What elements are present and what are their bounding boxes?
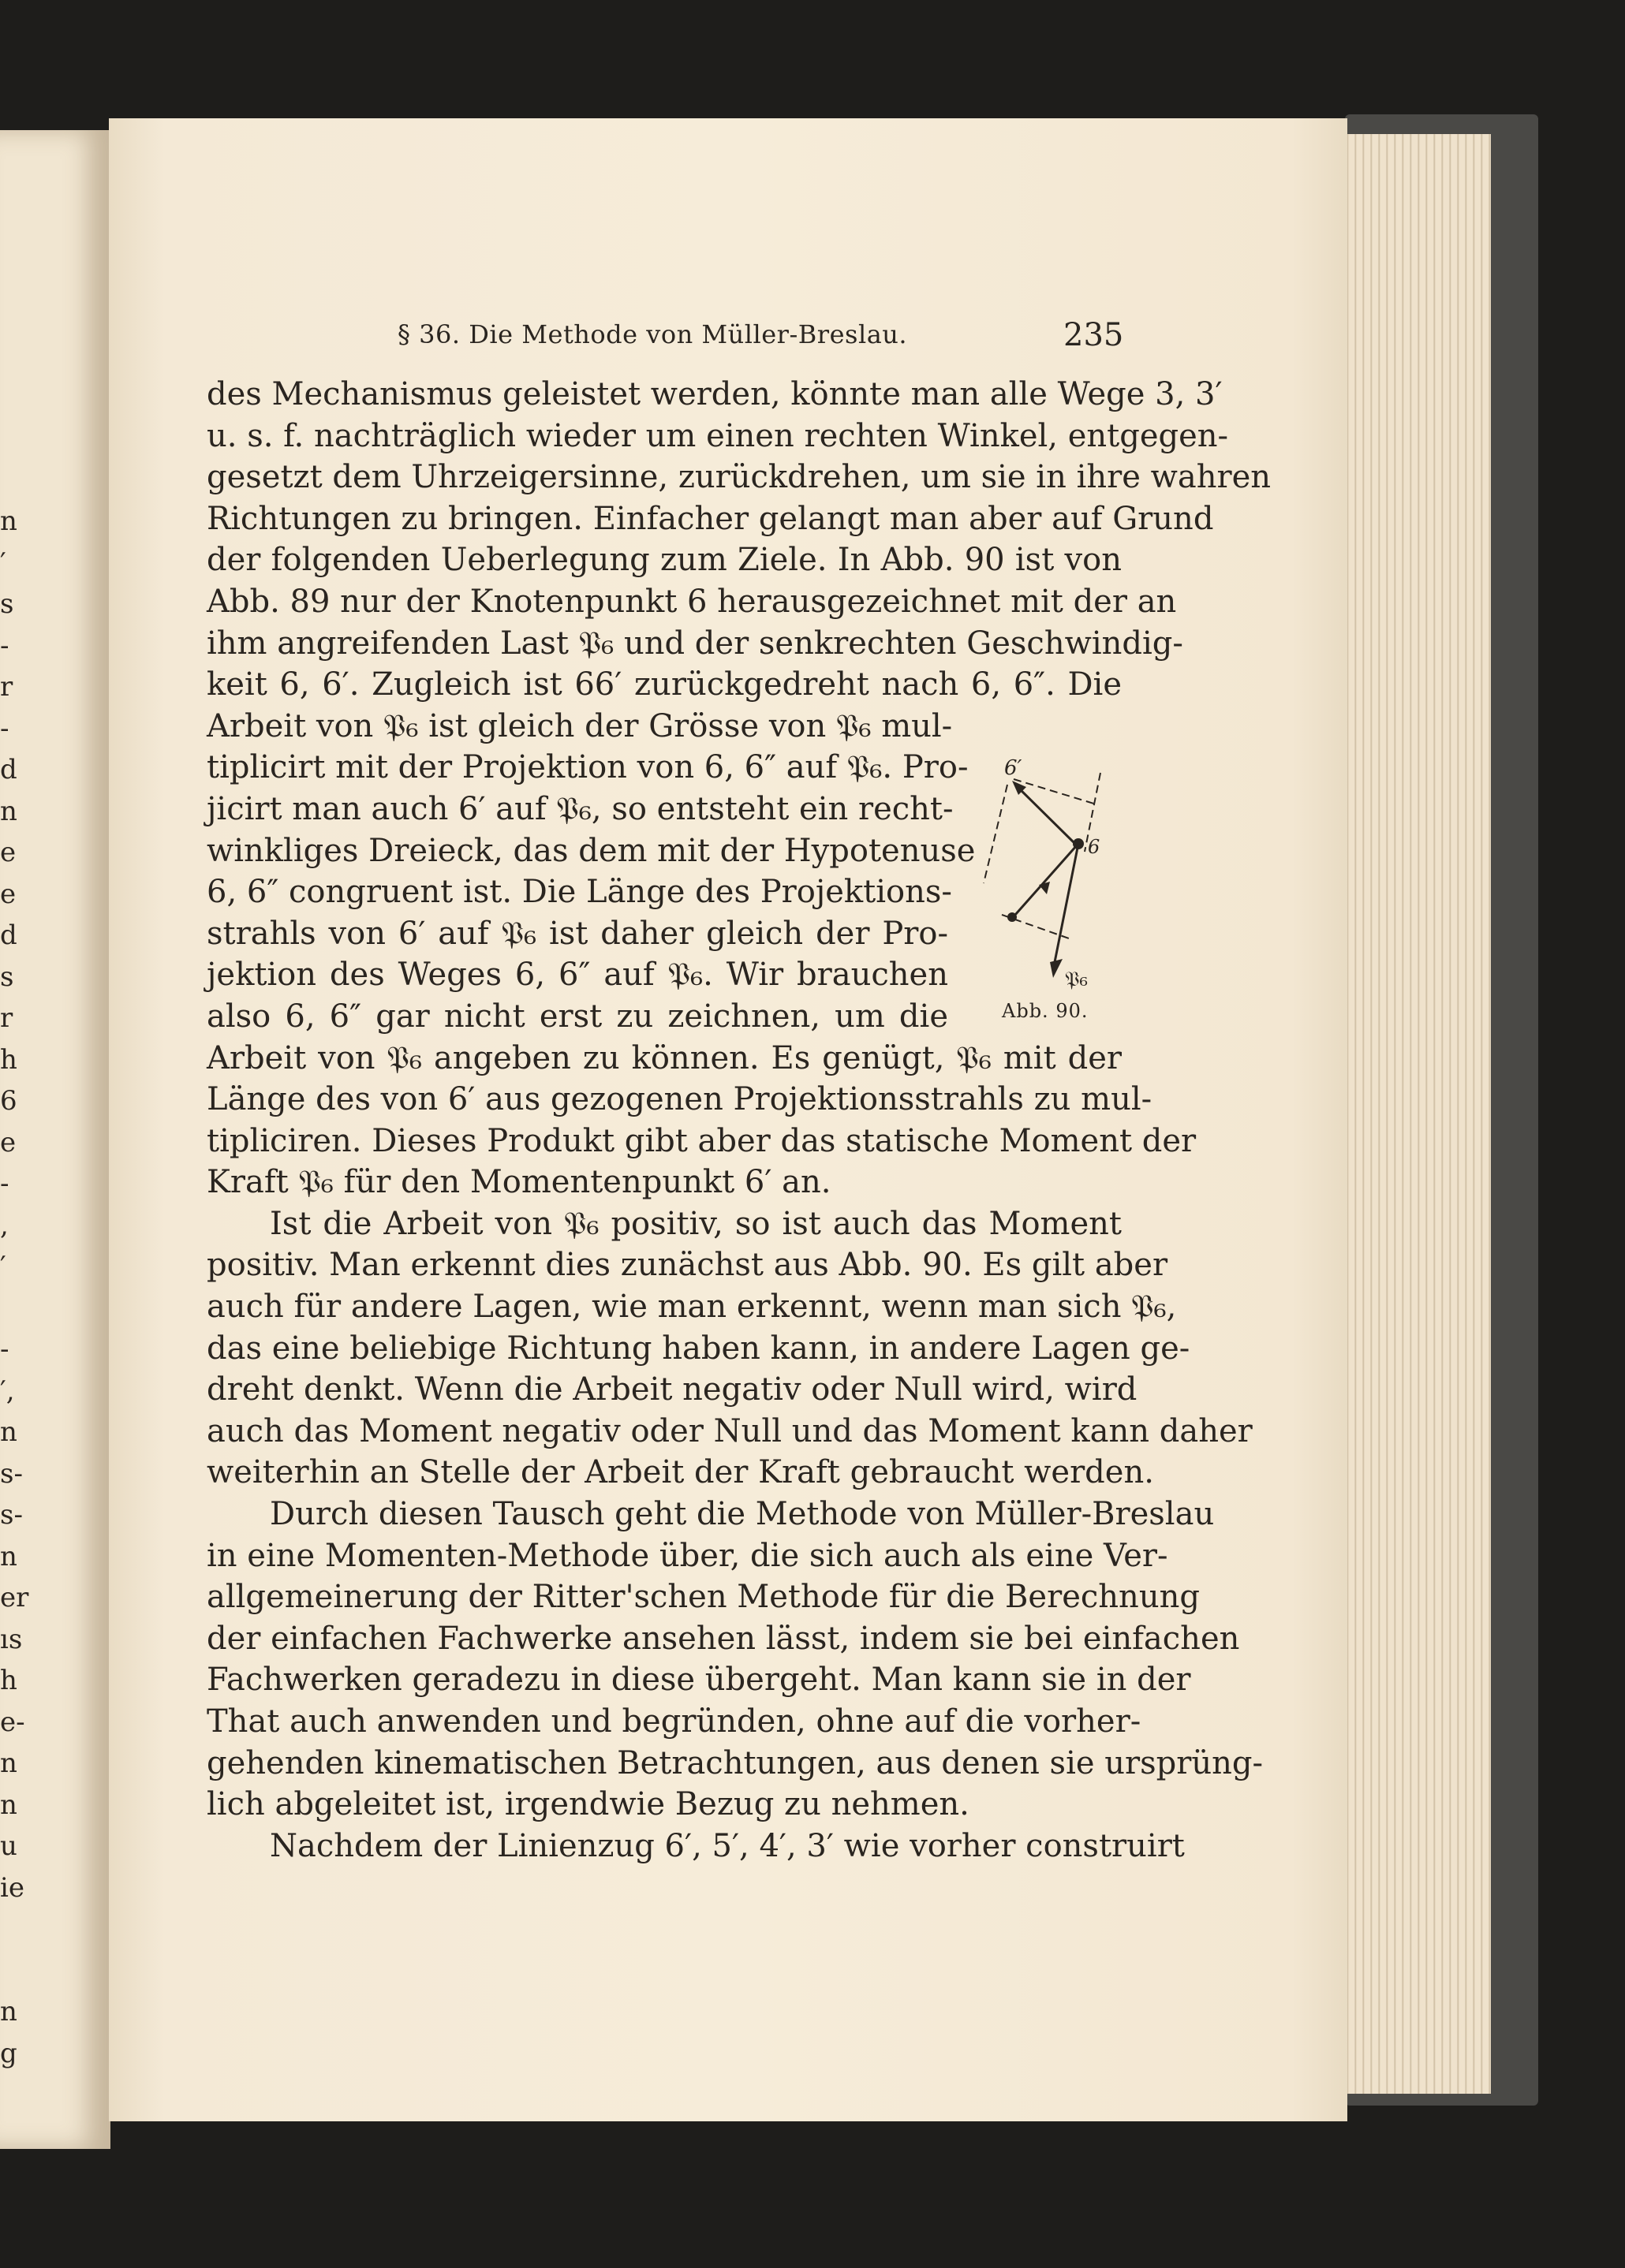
text-line: That auch anwenden und begründen, ohne auf die vorher- [207,1703,1141,1740]
running-head: § 36. Die Methode von Müller-Breslau. [398,319,908,349]
margin-char: er [0,1582,29,1613]
margin-char: s- [0,1499,23,1531]
margin-char: ıs [0,1623,23,1655]
text-line: jektion des Weges 6, 6″ auf 𝔓₆. Wir brauchen [207,957,948,994]
margin-char: ′ [0,546,6,579]
text-line: Länge des von 6′ aus gezogenen Projektionsstrahls zu mul- [207,1081,1152,1118]
margin-char: n [0,1996,17,2027]
margin-char: n [0,1540,17,1572]
text-line: der einfachen Fachwerke ansehen lässt, indem sie bei einfachen [207,1620,1240,1657]
margin-char: 6 [0,1085,17,1117]
margin-char: e [0,878,17,910]
text-line: lich abgeleitet ist, irgendwie Bezug zu nehmen. [207,1786,969,1823]
text-line: u. s. f. nachträglich wieder um einen rechten Winkel, entgegen- [207,417,1229,454]
text-line: ihm angreifenden Last 𝔓₆ und der senkrechten Geschwindig- [207,625,1183,662]
text-line: dreht denkt. Wenn die Arbeit negativ oder Null wird, wird [207,1371,1138,1408]
force-line [1055,844,1078,962]
text-line: weiterhin an Stelle der Arbeit der Kraft gebraucht werden. [207,1454,1154,1491]
text-line: in eine Momenten-Methode über, die sich auch als eine Ver- [207,1537,1168,1574]
text-line: auch das Moment negativ oder Null und das Moment kann daher [207,1412,1253,1449]
left-page [0,130,110,2149]
margin-char [0,1908,24,1950]
text-line: Ist die Arbeit von 𝔓₆ positiv, so ist auch das Moment [270,1205,1122,1242]
text-line: Nachdem der Linienzug 6′, 5′, 4′, 3′ wie vorher construirt [270,1827,1185,1864]
margin-char: e- [0,1706,25,1738]
margin-char [0,1950,24,1992]
text-line: des Mechanismus geleistet werden, könnte man alle Wege 3, 3′ [207,376,1223,412]
margin-char [0,1288,24,1330]
margin-char: e [0,837,17,868]
margin-char: - [0,1168,9,1199]
text-line: gesetzt dem Uhrzeigersinne, zurückdrehen, um sie in ihre wahren [207,459,1272,496]
margin-char: n [0,1416,17,1448]
margin-char: n [0,795,17,827]
text-line: positiv. Man erkennt dies zunächst aus Abb. 90. Es gilt aber [207,1247,1168,1284]
velocity-arrow [1015,785,1077,845]
left-page-margin-text [0,501,29,2074]
figure-caption: Abb. 90. [1002,1000,1089,1022]
text-line: 6, 6″ congruent ist. Die Länge des Projektions- [207,874,952,911]
margin-char: d [0,920,17,951]
margin-char: g [0,2037,17,2069]
margin-char: r [0,671,13,703]
point-6-double-prime [1007,912,1017,922]
text-line: der folgenden Ueberlegung zum Ziele. In Abb. 90 ist von [207,542,1122,579]
text-line: jicirt man auch 6′ auf 𝔓₆, so entsteht ein recht- [207,790,954,827]
text-line: tiplicirt mit der Projektion von 6, 6″ auf 𝔓₆. Pro- [207,749,969,786]
text-line: keit 6, 6′. Zugleich ist 66′ zurückgedreht nach 6, 6″. Die [207,666,1122,703]
margin-char: s- [0,1457,23,1490]
margin-char: h [0,1665,17,1696]
figure-abb-90 [974,749,1120,1009]
page-edges [1341,134,1491,2094]
text-line: Abb. 89 nur der Knotenpunkt 6 herausgezeichnet mit der an [207,583,1177,620]
margin-char: h [0,1043,17,1076]
dashed-line-top [1014,779,1096,804]
margin-char: - [0,712,9,744]
margin-char: ′, [0,1375,15,1407]
margin-char: u [0,1830,17,1862]
body-text [207,374,1272,1867]
margin-char: d [0,754,17,785]
text-line: Richtungen zu bringen. Einfacher gelangt man aber auf Grund [207,500,1214,537]
margin-char: ′ [0,1251,6,1282]
margin-char: - [0,629,9,662]
text-line: Kraft 𝔓₆ für den Momentenpunkt 6′ an. [207,1164,831,1201]
margin-char: - [0,1334,9,1365]
text-line: Arbeit von 𝔓₆ angeben zu können. Es genügt, 𝔓₆ mit der [207,1039,1122,1076]
margin-char: n [0,505,17,537]
margin-char: ie [0,1871,24,1904]
margin-char: n [0,1748,17,1779]
text-line: strahls von 6′ auf 𝔓₆ ist daher gleich der Pro- [207,915,948,952]
text-line: auch für andere Lagen, wie man erkennt, wenn man sich 𝔓₆, [207,1289,1177,1326]
projection-line [1015,845,1077,915]
text-line: Arbeit von 𝔓₆ ist gleich der Grösse von 𝔓₆ mul- [207,707,953,744]
margin-char: r [0,1002,13,1034]
force-arrowhead [1050,959,1063,978]
page-number: 235 [1063,317,1124,353]
margin-char: s [0,961,14,993]
dashed-line-left [984,785,1007,883]
text-line: winkliges Dreieck, das dem mit der Hypotenuse [207,832,976,869]
margin-char: s [0,588,14,620]
margin-char: e [0,1126,17,1158]
label-6: 6 [1088,836,1100,858]
label-6-prime: 6′ [1004,756,1022,780]
margin-char: , [0,1209,9,1241]
label-P6: 𝔓₆ [1065,968,1088,991]
text-line: Durch diesen Tausch geht die Methode von Müller-Breslau [270,1496,1215,1533]
text-line: gehenden kinematischen Betrachtungen, aus denen sie ursprüng- [207,1744,1264,1781]
text-line: also 6, 6″ gar nicht erst zu zeichnen, um die [207,998,948,1035]
margin-char: n [0,1789,17,1821]
text-line: tipliciren. Dieses Produkt gibt aber das statische Moment der [207,1122,1197,1159]
text-line: das eine beliebige Richtung haben kann, in andere Lagen ge- [207,1330,1190,1367]
text-line: allgemeinerung der Ritter'schen Methode für die Berechnung [207,1579,1200,1616]
force-diagram [974,749,1120,1009]
text-line: Fachwerken geradezu in diese übergeht. Man kann sie in der [207,1662,1191,1699]
